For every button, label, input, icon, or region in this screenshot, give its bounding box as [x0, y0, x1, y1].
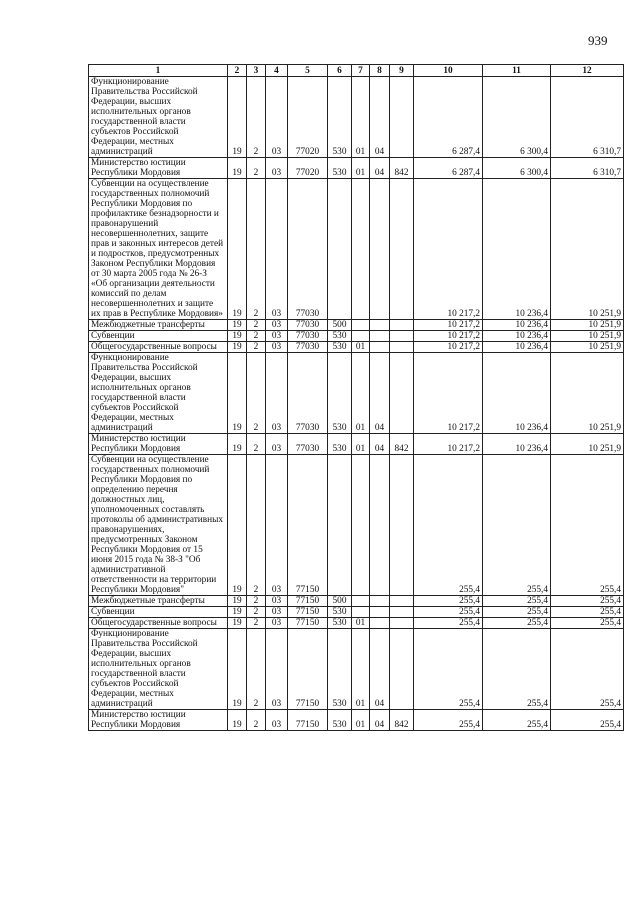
section-cell: 01 — [352, 629, 370, 710]
amount-year1-cell: 10 217,2 — [414, 342, 483, 353]
expense-type-cell: 530 — [328, 77, 352, 158]
code-3-cell: 2 — [247, 320, 266, 331]
expense-type-cell: 530 — [328, 629, 352, 710]
ministry-code-cell — [390, 618, 414, 629]
ministry-code-cell — [390, 607, 414, 618]
code-3-cell: 2 — [247, 179, 266, 320]
subsection-cell: 04 — [370, 629, 390, 710]
admin-code-cell: 19 — [228, 596, 247, 607]
section-cell: 01 — [352, 434, 370, 455]
target-code-cell: 77150 — [288, 455, 328, 596]
amount-year2-cell: 255,4 — [483, 710, 551, 731]
amount-year1-cell: 255,4 — [414, 710, 483, 731]
row-name-cell: Функционирование Правительства Российской Федерации, высших исполнительных органов государственной власти субъектов Российской Федерации, местных администраций — [89, 629, 228, 710]
admin-code-cell: 19 — [228, 455, 247, 596]
target-code-cell: 77030 — [288, 342, 328, 353]
section-cell: 01 — [352, 158, 370, 179]
subsection-cell — [370, 342, 390, 353]
subsection-cell — [370, 331, 390, 342]
header-cell: 2 — [228, 65, 247, 77]
amount-year3-cell: 10 251,9 — [551, 320, 624, 331]
amount-year2-cell: 10 236,4 — [483, 179, 551, 320]
code-3-cell: 2 — [247, 331, 266, 342]
table-row — [89, 607, 624, 618]
table-row — [89, 179, 624, 320]
admin-code-cell: 19 — [228, 158, 247, 179]
amount-year1-cell: 10 217,2 — [414, 320, 483, 331]
table-row — [89, 158, 624, 179]
budget-table — [88, 64, 624, 731]
code-3-cell: 2 — [247, 629, 266, 710]
amount-year2-cell: 6 300,4 — [483, 77, 551, 158]
ministry-code-cell: 842 — [390, 158, 414, 179]
table-row — [89, 710, 624, 731]
section-cell — [352, 320, 370, 331]
subsection-cell: 04 — [370, 353, 390, 434]
ministry-code-cell — [390, 353, 414, 434]
code-4-cell: 03 — [266, 179, 288, 320]
code-4-cell: 03 — [266, 455, 288, 596]
expense-type-cell: 530 — [328, 607, 352, 618]
amount-year1-cell: 10 217,2 — [414, 434, 483, 455]
expense-type-cell: 530 — [328, 353, 352, 434]
subsection-cell — [370, 596, 390, 607]
admin-code-cell: 19 — [228, 607, 247, 618]
ministry-code-cell — [390, 342, 414, 353]
code-3-cell: 2 — [247, 353, 266, 434]
section-cell: 01 — [352, 353, 370, 434]
amount-year3-cell: 10 251,9 — [551, 179, 624, 320]
header-cell: 1 — [89, 65, 228, 77]
target-code-cell: 77150 — [288, 629, 328, 710]
amount-year3-cell: 6 310,7 — [551, 77, 624, 158]
ministry-code-cell — [390, 179, 414, 320]
row-name-cell: Министерство юстиции Республики Мордовия — [89, 434, 228, 455]
subsection-cell — [370, 607, 390, 618]
target-code-cell: 77020 — [288, 77, 328, 158]
code-3-cell: 2 — [247, 618, 266, 629]
expense-type-cell: 500 — [328, 320, 352, 331]
table-row — [89, 77, 624, 158]
expense-type-cell: 530 — [328, 434, 352, 455]
header-row — [89, 65, 624, 77]
section-cell — [352, 607, 370, 618]
amount-year2-cell: 255,4 — [483, 596, 551, 607]
amount-year2-cell: 10 236,4 — [483, 434, 551, 455]
amount-year3-cell: 255,4 — [551, 618, 624, 629]
target-code-cell: 77030 — [288, 320, 328, 331]
ministry-code-cell — [390, 320, 414, 331]
row-name-cell: Субвенции — [89, 607, 228, 618]
code-4-cell: 03 — [266, 320, 288, 331]
code-4-cell: 03 — [266, 618, 288, 629]
section-cell: 01 — [352, 618, 370, 629]
code-4-cell: 03 — [266, 629, 288, 710]
table-row — [89, 353, 624, 434]
amount-year3-cell: 10 251,9 — [551, 434, 624, 455]
section-cell: 01 — [352, 710, 370, 731]
amount-year2-cell: 255,4 — [483, 455, 551, 596]
row-name-cell: Общегосударственные вопросы — [89, 342, 228, 353]
amount-year3-cell: 255,4 — [551, 607, 624, 618]
code-4-cell: 03 — [266, 77, 288, 158]
amount-year3-cell: 6 310,7 — [551, 158, 624, 179]
admin-code-cell: 19 — [228, 434, 247, 455]
amount-year3-cell: 10 251,9 — [551, 331, 624, 342]
target-code-cell: 77150 — [288, 710, 328, 731]
code-3-cell: 2 — [247, 710, 266, 731]
code-3-cell: 2 — [247, 455, 266, 596]
amount-year2-cell: 255,4 — [483, 629, 551, 710]
amount-year2-cell: 6 300,4 — [483, 158, 551, 179]
target-code-cell: 77030 — [288, 434, 328, 455]
row-name-cell: Функционирование Правительства Российской Федерации, высших исполнительных органов государственной власти субъектов Российской Федерации, местных администраций — [89, 353, 228, 434]
expense-type-cell: 530 — [328, 710, 352, 731]
amount-year1-cell: 6 287,4 — [414, 158, 483, 179]
amount-year1-cell: 255,4 — [414, 607, 483, 618]
code-4-cell: 03 — [266, 710, 288, 731]
target-code-cell: 77030 — [288, 331, 328, 342]
row-name-cell: Межбюджетные трансферты — [89, 320, 228, 331]
amount-year3-cell: 255,4 — [551, 596, 624, 607]
subsection-cell — [370, 179, 390, 320]
admin-code-cell: 19 — [228, 77, 247, 158]
code-4-cell: 03 — [266, 434, 288, 455]
code-3-cell: 2 — [247, 607, 266, 618]
header-cell: 11 — [483, 65, 551, 77]
amount-year2-cell: 10 236,4 — [483, 331, 551, 342]
header-cell: 12 — [551, 65, 624, 77]
target-code-cell: 77150 — [288, 618, 328, 629]
amount-year1-cell: 10 217,2 — [414, 353, 483, 434]
subsection-cell — [370, 618, 390, 629]
subsection-cell: 04 — [370, 158, 390, 179]
amount-year2-cell: 255,4 — [483, 607, 551, 618]
row-name-cell: Межбюджетные трансферты — [89, 596, 228, 607]
ministry-code-cell — [390, 77, 414, 158]
amount-year3-cell: 10 251,9 — [551, 353, 624, 434]
header-cell: 7 — [352, 65, 370, 77]
admin-code-cell: 19 — [228, 629, 247, 710]
amount-year3-cell: 10 251,9 — [551, 342, 624, 353]
code-3-cell: 2 — [247, 77, 266, 158]
section-cell — [352, 331, 370, 342]
header-cell: 4 — [266, 65, 288, 77]
amount-year1-cell: 6 287,4 — [414, 77, 483, 158]
amount-year1-cell: 10 217,2 — [414, 331, 483, 342]
amount-year3-cell: 255,4 — [551, 629, 624, 710]
header-cell: 5 — [288, 65, 328, 77]
code-4-cell: 03 — [266, 607, 288, 618]
ministry-code-cell: 842 — [390, 710, 414, 731]
admin-code-cell: 19 — [228, 353, 247, 434]
expense-type-cell — [328, 179, 352, 320]
section-cell: 01 — [352, 342, 370, 353]
header-cell: 9 — [390, 65, 414, 77]
table-row — [89, 596, 624, 607]
amount-year2-cell: 10 236,4 — [483, 320, 551, 331]
expense-type-cell: 500 — [328, 596, 352, 607]
amount-year1-cell: 255,4 — [414, 596, 483, 607]
section-cell — [352, 179, 370, 320]
table-row — [89, 320, 624, 331]
header-cell: 6 — [328, 65, 352, 77]
ministry-code-cell: 842 — [390, 434, 414, 455]
expense-type-cell: 530 — [328, 618, 352, 629]
row-name-cell: Субвенции на осуществление государственных полномочий Республики Мордовия по профилактике безнадзорности и правонарушений несовершеннолетних, защите прав и законных интересов детей и подростков, предусмотренных Законом Республики Мордовия от 30 марта 2005 года № 26-З «Об организации деятельности комиссий по делам несовершеннолетних и защите их прав в Республике Мордовия» — [89, 179, 228, 320]
table-body — [89, 65, 624, 731]
admin-code-cell: 19 — [228, 342, 247, 353]
expense-type-cell: 530 — [328, 158, 352, 179]
ministry-code-cell — [390, 596, 414, 607]
amount-year2-cell: 10 236,4 — [483, 342, 551, 353]
row-name-cell: Субвенции — [89, 331, 228, 342]
section-cell — [352, 596, 370, 607]
code-4-cell: 03 — [266, 158, 288, 179]
row-name-cell: Министерство юстиции Республики Мордовия — [89, 710, 228, 731]
code-4-cell: 03 — [266, 353, 288, 434]
admin-code-cell: 19 — [228, 320, 247, 331]
table-row — [89, 331, 624, 342]
admin-code-cell: 19 — [228, 179, 247, 320]
section-cell: 01 — [352, 77, 370, 158]
table-row — [89, 434, 624, 455]
code-4-cell: 03 — [266, 331, 288, 342]
code-3-cell: 2 — [247, 342, 266, 353]
table-row — [89, 629, 624, 710]
target-code-cell: 77020 — [288, 158, 328, 179]
amount-year1-cell: 255,4 — [414, 618, 483, 629]
row-name-cell: Функционирование Правительства Российской Федерации, высших исполнительных органов государственной власти субъектов Российской Федерации, местных администраций — [89, 77, 228, 158]
expense-type-cell — [328, 455, 352, 596]
header-cell: 10 — [414, 65, 483, 77]
code-4-cell: 03 — [266, 342, 288, 353]
subsection-cell — [370, 320, 390, 331]
row-name-cell: Субвенции на осуществление государственных полномочий Республики Мордовия по определению перечня должностных лиц, уполномоченных составлять протоколы об административных правонарушениях, предусмотренных Законом Республики Мордовия от 15 июня 2015 года № 38-З "Об административной ответственности на территории Республики Мордовия" — [89, 455, 228, 596]
code-4-cell: 03 — [266, 596, 288, 607]
amount-year1-cell: 255,4 — [414, 629, 483, 710]
header-cell: 8 — [370, 65, 390, 77]
expense-type-cell: 530 — [328, 342, 352, 353]
subsection-cell — [370, 455, 390, 596]
ministry-code-cell — [390, 629, 414, 710]
admin-code-cell: 19 — [228, 331, 247, 342]
header-cell: 3 — [247, 65, 266, 77]
section-cell — [352, 455, 370, 596]
subsection-cell: 04 — [370, 710, 390, 731]
table-row — [89, 455, 624, 596]
admin-code-cell: 19 — [228, 618, 247, 629]
code-3-cell: 2 — [247, 596, 266, 607]
target-code-cell: 77030 — [288, 353, 328, 434]
table-row — [89, 342, 624, 353]
subsection-cell: 04 — [370, 434, 390, 455]
row-name-cell: Министерство юстиции Республики Мордовия — [89, 158, 228, 179]
ministry-code-cell — [390, 331, 414, 342]
page-number: 939 — [588, 33, 608, 48]
expense-type-cell: 530 — [328, 331, 352, 342]
amount-year3-cell: 255,4 — [551, 710, 624, 731]
amount-year2-cell: 255,4 — [483, 618, 551, 629]
code-3-cell: 2 — [247, 158, 266, 179]
table-row — [89, 618, 624, 629]
admin-code-cell: 19 — [228, 710, 247, 731]
target-code-cell: 77030 — [288, 179, 328, 320]
subsection-cell: 04 — [370, 77, 390, 158]
amount-year1-cell: 10 217,2 — [414, 179, 483, 320]
code-3-cell: 2 — [247, 434, 266, 455]
row-name-cell: Общегосударственные вопросы — [89, 618, 228, 629]
amount-year1-cell: 255,4 — [414, 455, 483, 596]
target-code-cell: 77150 — [288, 607, 328, 618]
target-code-cell: 77150 — [288, 596, 328, 607]
amount-year3-cell: 255,4 — [551, 455, 624, 596]
ministry-code-cell — [390, 455, 414, 596]
amount-year2-cell: 10 236,4 — [483, 353, 551, 434]
